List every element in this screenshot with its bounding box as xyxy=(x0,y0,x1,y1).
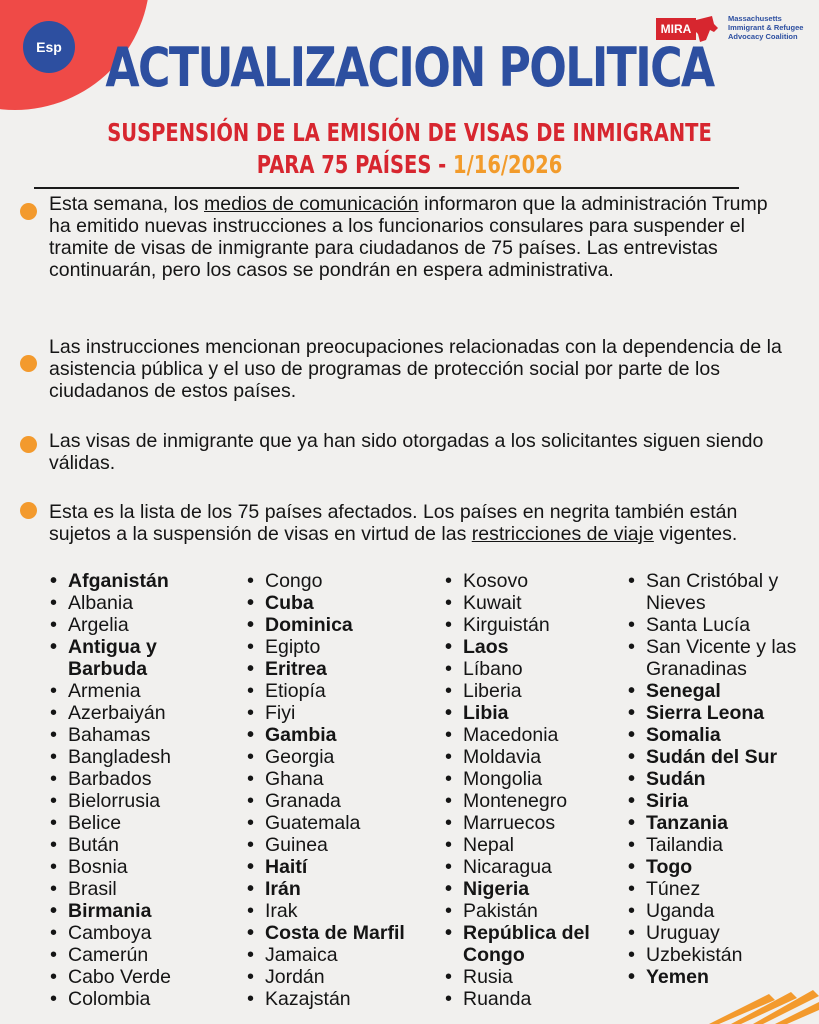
country-item: • Bangladesh xyxy=(50,746,225,768)
country-item: • Guatemala xyxy=(247,812,432,834)
country-item: • Senegal xyxy=(628,680,803,702)
country-column-4 xyxy=(628,570,803,988)
country-item: • Georgia xyxy=(247,746,432,768)
country-item: • Pakistán xyxy=(445,900,615,922)
country-item: • Yemen xyxy=(628,966,803,988)
country-item: • Nepal xyxy=(445,834,615,856)
travel-restrictions-link[interactable]: restricciones de viaje xyxy=(471,523,654,545)
subtitle-date: 1/16/2026 xyxy=(453,150,563,179)
country-item: • Etiopía xyxy=(247,680,432,702)
para-text: vigentes. xyxy=(653,523,738,545)
logo-line: Immigrant & Refugee xyxy=(728,23,804,32)
subtitle-line-2 xyxy=(90,149,729,181)
country-item: • Tailandia xyxy=(628,834,803,856)
country-item: • Fiyi xyxy=(247,702,432,724)
country-item: • Nicaragua xyxy=(445,856,615,878)
logo-line: Advocacy Coalition xyxy=(728,32,798,41)
country-item: • Antigua y Barbuda xyxy=(50,636,225,680)
decorative-stripes xyxy=(709,980,819,1024)
country-item: • Albania xyxy=(50,592,225,614)
page-subtitle xyxy=(90,117,729,181)
country-item: • Togo xyxy=(628,856,803,878)
country-item: • Guinea xyxy=(247,834,432,856)
country-item: • Kirguistán xyxy=(445,614,615,636)
country-item: • Irán xyxy=(247,878,432,900)
country-item: • Costa de Marfil xyxy=(247,922,432,944)
country-item: • Santa Lucía xyxy=(628,614,803,636)
country-item: • Sudán xyxy=(628,768,803,790)
para-text: informaron que la administración Trump ha emitido nuevas instrucciones a los funcionarios consulares para suspender el tramite de visas de inmigrante para ciudadanos de 75 países. Las entrevistas continuarán, pero los casos se pondrán en espera administrativa. xyxy=(49,193,768,281)
country-item: • Laos xyxy=(445,636,615,658)
para-text: Esta es la lista de los 75 países afectados. Los países en negrita también están sujetos a la suspensión de visas en virtud de las xyxy=(49,501,738,545)
country-item: • Uzbekistán xyxy=(628,944,803,966)
country-item: • Eritrea xyxy=(247,658,432,680)
country-item: • Irak xyxy=(247,900,432,922)
country-item: • Argelia xyxy=(50,614,225,636)
paragraph-valid-visas: Las visas de inmigrante que ya han sido otorgadas a los solicitantes siguen siendo válidas. xyxy=(49,430,764,474)
country-item: • Bután xyxy=(50,834,225,856)
country-item: • Bosnia xyxy=(50,856,225,878)
country-item: • Macedonia xyxy=(445,724,615,746)
country-item: • Libia xyxy=(445,702,615,724)
country-item: • Rusia xyxy=(445,966,615,988)
country-item: • Bahamas xyxy=(50,724,225,746)
subtitle-text: PARA 75 PAÍSES - xyxy=(256,150,454,179)
country-item: • Sierra Leona xyxy=(628,702,803,724)
country-item: • Camerún xyxy=(50,944,225,966)
paragraph-country-list-intro xyxy=(49,501,794,545)
country-item: • Uganda xyxy=(628,900,803,922)
country-item: • Belice xyxy=(50,812,225,834)
country-item: • Birmania xyxy=(50,900,225,922)
divider xyxy=(34,187,739,189)
country-item: • Nigeria xyxy=(445,878,615,900)
logo-box: MIRA xyxy=(656,18,696,40)
country-item: • Afganistán xyxy=(50,570,225,592)
country-item: • Sudán del Sur xyxy=(628,746,803,768)
country-column-1 xyxy=(50,570,225,1010)
country-item: • Armenia xyxy=(50,680,225,702)
language-badge[interactable]: Esp xyxy=(23,21,75,73)
country-item: • Tanzania xyxy=(628,812,803,834)
country-item: • Somalia xyxy=(628,724,803,746)
country-item: • Moldavia xyxy=(445,746,615,768)
country-item: • República del Congo xyxy=(445,922,615,966)
country-item: • Kazajstán xyxy=(247,988,432,1010)
country-item: • Jamaica xyxy=(247,944,432,966)
country-item: • Ghana xyxy=(247,768,432,790)
country-column-2 xyxy=(247,570,432,1010)
country-item: • Brasil xyxy=(50,878,225,900)
media-link[interactable]: medios de comunicación xyxy=(204,193,419,215)
country-item: • Gambia xyxy=(247,724,432,746)
country-item: • Congo xyxy=(247,570,432,592)
country-item: • Túnez xyxy=(628,878,803,900)
country-item: • Egipto xyxy=(247,636,432,658)
logo-line: Massachusetts xyxy=(728,14,782,23)
bullet-dot xyxy=(20,203,37,220)
subtitle-line-1: SUSPENSIÓN DE LA EMISIÓN DE VISAS DE INMIGRANTE xyxy=(107,118,712,147)
country-column-3 xyxy=(445,570,615,1010)
country-item: • Ruanda xyxy=(445,988,615,1010)
country-item: • Cabo Verde xyxy=(50,966,225,988)
country-item: • Liberia xyxy=(445,680,615,702)
country-item: • San Cristóbal y Nieves xyxy=(628,570,803,614)
country-item: • Haití xyxy=(247,856,432,878)
country-item: • Montenegro xyxy=(445,790,615,812)
country-item: • Kosovo xyxy=(445,570,615,592)
country-item: • Colombia xyxy=(50,988,225,1010)
country-item: • Jordán xyxy=(247,966,432,988)
country-item: • San Vicente y las Granadinas xyxy=(628,636,803,680)
bullet-dot xyxy=(20,436,37,453)
country-item: • Dominica xyxy=(247,614,432,636)
country-item: • Barbados xyxy=(50,768,225,790)
country-item: • Bielorrusia xyxy=(50,790,225,812)
country-item: • Kuwait xyxy=(445,592,615,614)
paragraph-concerns: Las instrucciones mencionan preocupaciones relacionadas con la dependencia de la asistencia pública y el uso de programas de protección social por parte de los ciudadanos de estos países. xyxy=(49,336,782,402)
country-item: • Marruecos xyxy=(445,812,615,834)
bullet-dot xyxy=(20,502,37,519)
paragraph-announcement xyxy=(49,193,794,281)
country-item: • Líbano xyxy=(445,658,615,680)
country-item: • Uruguay xyxy=(628,922,803,944)
bullet-dot xyxy=(20,355,37,372)
country-item: • Cuba xyxy=(247,592,432,614)
para-text: Esta semana, los xyxy=(49,193,204,215)
page-title: ACTUALIZACION POLITICA xyxy=(105,36,714,99)
country-item: • Mongolia xyxy=(445,768,615,790)
country-item: • Azerbaiyán xyxy=(50,702,225,724)
country-item: • Siria xyxy=(628,790,803,812)
country-item: • Camboya xyxy=(50,922,225,944)
country-item: • Granada xyxy=(247,790,432,812)
